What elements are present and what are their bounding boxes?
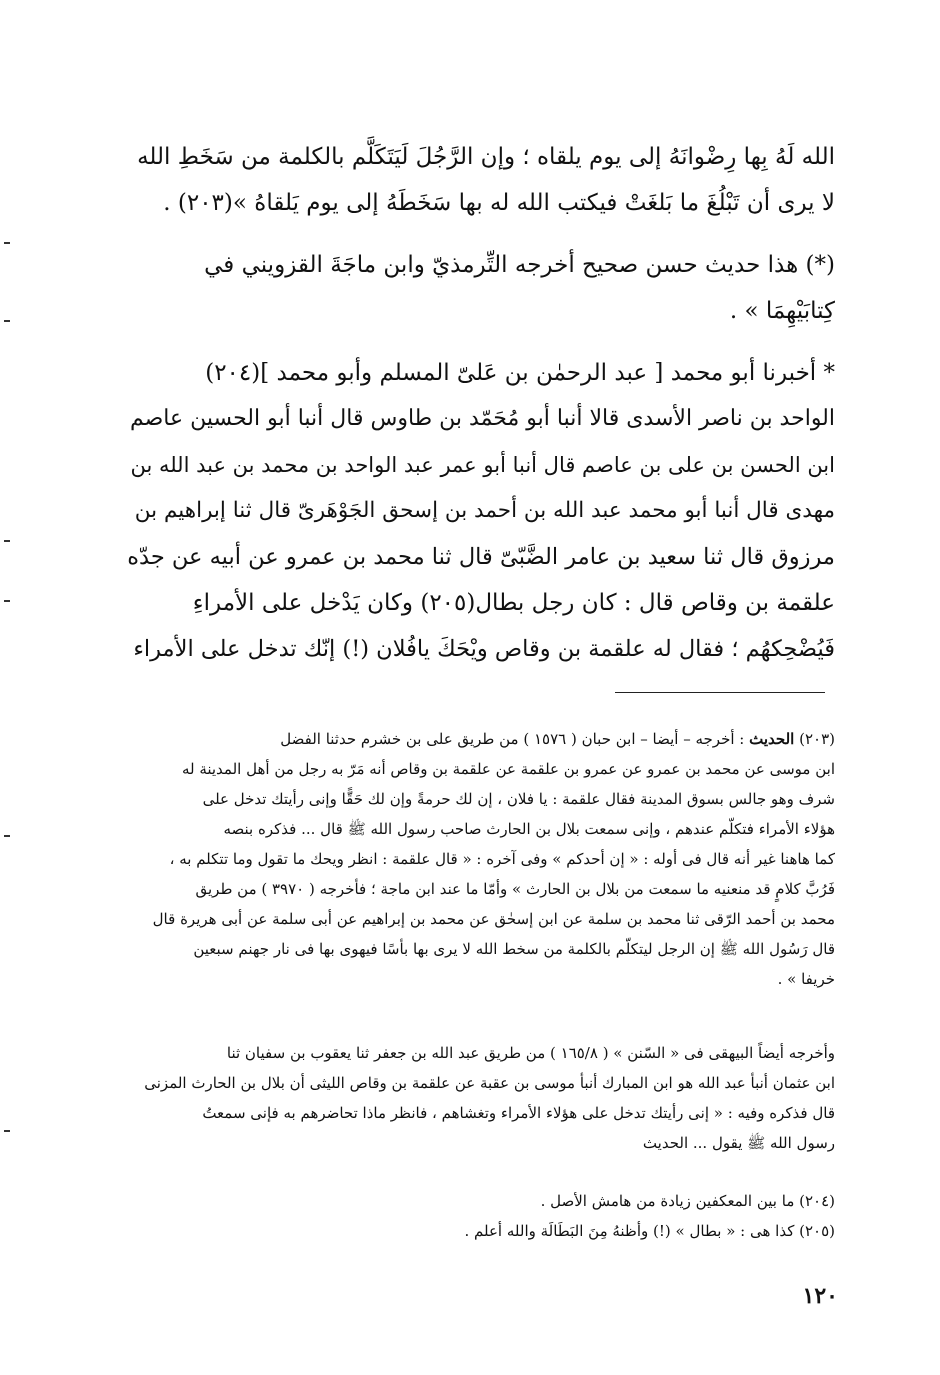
isnad-paragraph [120, 350, 835, 672]
text-line: مهدى قال أنبا أبو محمد عبد الله بن أحمد بن إسحق الجَوْهَرىّ قال ثنا إبراهيم بن [134, 498, 835, 523]
margin-mark [4, 242, 10, 244]
footnote-keyword: الحديث [749, 730, 795, 748]
footnote-line: وأخرجه أيضاً البيهقى فى « السّنن » ( ١٦٥/٨ ) من طريق عبد الله بن جعفر ثنا يعقوب بن سفيان ثنا [226, 1044, 835, 1062]
footnote-line: شرف وهو جالس بسوق المدينة فقال علقمة : يا فلان ، إن لك حرمةً وإن لك حَقًّا وإنى رأيتك تدخل على [202, 790, 835, 808]
text-line: ابن الحسن بن على بن عاصم قال أنبا أبو عمر عبد الواحد بن محمد بن عبد الله بن [130, 453, 835, 477]
footnote-line: كما هاهنا غير أنه قال فى أوله : « إن أحدكم » وفى آخره : « قال علقمة : انظر ويحك ما تقول وما تتكلم به ، [169, 850, 835, 868]
page-number: ١٢٠ [802, 1283, 838, 1309]
text-line: فَيُضْحِكهُم ؛ فقال له علقمة بن وقاص ويْحَكَ يافُلان (!) إنّك تدخل على الأمراء [133, 636, 835, 662]
footnote-number: (٢٠٣) [799, 730, 835, 748]
margin-mark [4, 835, 10, 837]
text-line: كِتابَيْهِمَا » . [729, 298, 835, 324]
footnote-line: خريفا » . [777, 970, 835, 988]
footnote-line: ابن عثمان أنبأ عبد الله هو ابن المبارك أنبأ موسى بن عقبة عن علقمة بن وقاص الليثى أن بلال بن الحارث المزنى [144, 1074, 835, 1092]
text-line: مرزوق قال ثنا سعيد بن عامر الضَّبّىّ قال ثنا محمد بن عمرو عن أبيه عن جدّه [127, 544, 835, 570]
text-line: الله لَهُ بِها رِضْوانَهُ إلى يوم يلقاه ؛ وإن الرَّجُلَ لَيَتَكَلَّم بالكلمة من سَخَطِ الله [137, 144, 835, 170]
footnote-line: فَرُبَّ كلامٍ قد منعنيه ما سمعت من بلال بن الحارث » وأمّا ما عند ابن ماجة ؛ فأخرجه ( ٣٩٧٠ ) من طريق [195, 880, 835, 898]
main-text-block [120, 134, 835, 226]
footnote-line: قال رَسُول الله ﷺ إن الرجل ليتكلّم بالكلمة من سخط الله لا يرى بها بأسًا فيهوى بها فى نار جهنم سبعين [193, 940, 835, 958]
footnote-text: : أخرجه – أيضا – ابن حبان ( ١٥٧٦ ) من طريق على بن خشرم حدثنا الفضل [280, 730, 745, 748]
footnote-204: (٢٠٤) ما بين المعكفين زيادة من هامش الأصل . [540, 1192, 835, 1210]
margin-mark [4, 1130, 10, 1132]
authentication-note [120, 242, 835, 334]
footnote-line: ابن موسى عن محمد بن عمرو عن عمرو بن علقمة عن علقمة بن وقاص أنه مَرّ به رجل من أهل المدينة له [181, 760, 835, 778]
footnotes-204-205 [130, 1186, 835, 1246]
footnote-separator [615, 692, 825, 693]
footnote-203-continuation [130, 1038, 835, 1158]
text-line: لا يرى أن تَبْلُغَ ما بَلغَتْ فيكتب الله له بها سَخَطَهُ إلى يوم يَلقاهُ »(٢٠٣) . [163, 190, 835, 216]
footnote-line: رسول الله ﷺ يقول ... الحديث [642, 1134, 835, 1152]
footnote-line: محمد بن أحمد الرّقى ثنا محمد بن سلمة عن ابن إسحٰق عن محمد بن إبراهيم عن أبى سلمة عن أبى هريرة قال [152, 910, 835, 928]
text-line: علقمة بن وقاص قال : كان رجل بطال(٢٠٥) وكان يَدْخل على الأمراءِ [192, 590, 835, 616]
margin-mark [4, 540, 10, 542]
footnote-205: (٢٠٥) كذا هى : « بطال » (!) وأظنهُ مِنَ البَطَالَة والله أعلم . [464, 1222, 835, 1240]
footnote-line: هؤلاء الأمراء فتكلّم عندهم ، وإنى سمعت بلال بن الحارث صاحب رسول الله ﷺ قال ... فذكره بنصه [223, 820, 835, 838]
text-line: * أخبرنا أبو محمد [ عبد الرحمٰن بن عَلىّ المسلم وأبو محمد ](٢٠٤) [205, 360, 835, 386]
footnote-203 [130, 724, 835, 994]
footnote-line: قال فذكره وفيه : « إنى رأيتك تدخل على هؤلاء الأمراء وتغشاهم ، فانظر ماذا تحاضرهم به فإنى سمعتُ [202, 1104, 835, 1122]
footnote-line [130, 724, 835, 754]
margin-mark [4, 320, 10, 322]
margin-mark [4, 600, 10, 602]
text-line: الواحد بن ناصر الأسدى قالا أنبا أبو مُحَمّد بن طاوس قال أنبا أبو الحسين عاصم [129, 406, 835, 431]
text-line: (*) هذا حديث حسن صحيح أخرجه التِّرمذيّ وابن ماجَةَ القزويني في [204, 252, 835, 278]
